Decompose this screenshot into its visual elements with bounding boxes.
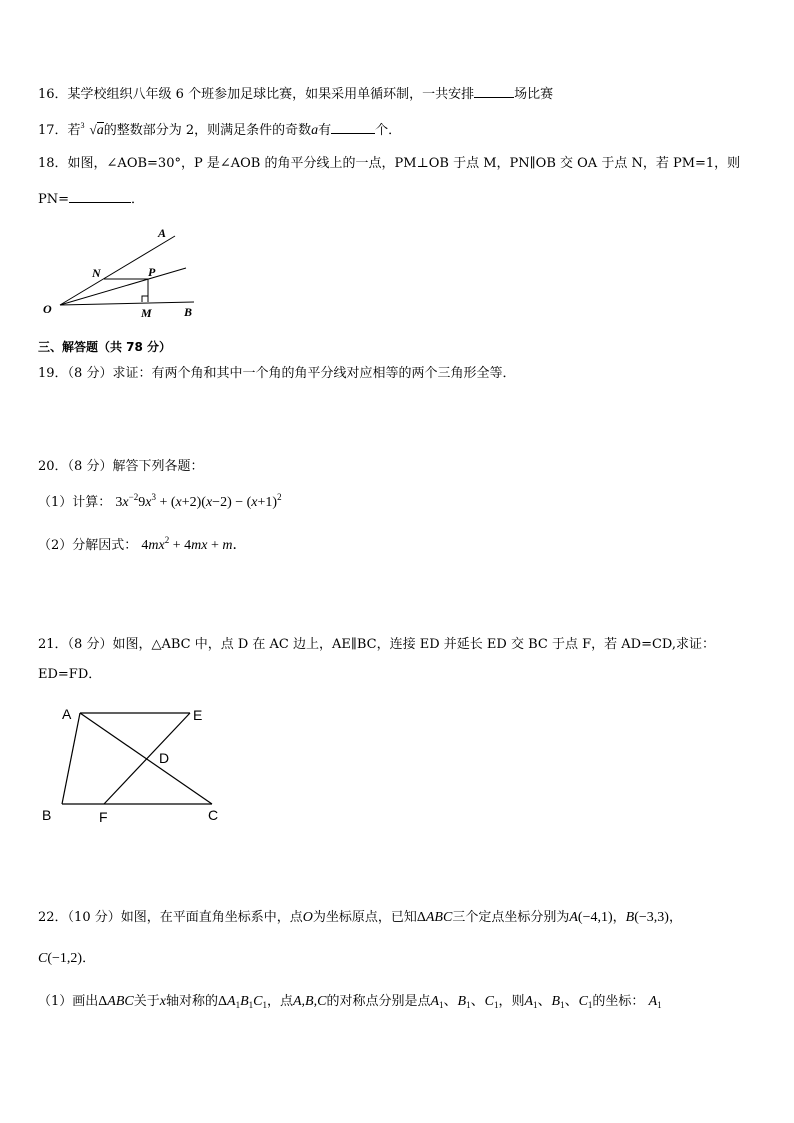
segment-ab [62, 713, 80, 804]
q20-part2-label: （2）分解因式： [38, 538, 138, 553]
label-f: F [99, 809, 108, 825]
q18-line1: 18．如图，∠AOB=30°，P 是∠AOB 的角平分线上的一点，PM⊥OB 于点 M，PN∥OB 交 OA 于点 N，若 PM=1，则 [38, 156, 741, 171]
label-o: O [43, 302, 52, 316]
q17-var: a [311, 123, 319, 138]
triangle-a1b1c1: $\Delta A_1B_1C_1$ [218, 994, 267, 1010]
question-22: 22．（10 分）如图，在平面直角坐标系中，点O为坐标原点，已知ΔABC三个定点坐标分别为A(−4,1)，B(−3,3)， [38, 910, 682, 925]
question-22-line2: C(−1,2)． [38, 951, 96, 966]
label-b: B [42, 807, 52, 823]
radicand: a [96, 123, 104, 138]
q22-part1-e: 的对称点分别是点 [326, 994, 431, 1009]
points-abc: A,B,C [293, 994, 327, 1009]
question-22-part1 [38, 993, 662, 1011]
q17-text: 17．若 [38, 123, 81, 138]
q19-text: 19．（8 分）求证：有两个角和其中一个角的角平分线对应相等的两个三角形全等． [38, 366, 516, 381]
q20-text: 20．（8 分）解答下列各题： [38, 459, 204, 474]
label-a: A [158, 226, 167, 240]
segment-ef [104, 713, 190, 804]
label-c: C [208, 807, 219, 823]
label-n: N [92, 266, 101, 280]
q20-part2-expr: $4mx^2 + 4mx + m$． [141, 535, 247, 553]
q22-part1-d: ，点 [266, 994, 293, 1009]
label-b: B [184, 305, 193, 319]
label-a: A [62, 706, 72, 722]
q16-suffix: 场比赛 [514, 87, 554, 102]
label-e: E [193, 707, 203, 723]
label-m: M [141, 306, 152, 320]
x-axis-var: x [159, 994, 166, 1009]
q20-part1-expr: $3x^{-2}9x^3 + (x+2)(x-2) - (x+1)^2$ [115, 492, 282, 510]
triangle-abc-ref: ΔABC [98, 994, 134, 1009]
q22-text-b: 为坐标原点，已知 [312, 910, 417, 925]
q22-text-c: 三个定点坐标分别为 [452, 910, 570, 925]
point-c: C(−1,2) [38, 951, 83, 966]
origin-o: O [302, 910, 313, 925]
q22-part1-f: ，则 [498, 994, 525, 1009]
q21-line2: ED=FD． [38, 667, 102, 682]
segment-ac [80, 713, 212, 804]
point-a: A(−4,1) [569, 910, 613, 925]
root-index: 3 [80, 121, 85, 130]
triangle-abc: ΔABC [416, 910, 453, 925]
q17-text-c: 有 [318, 123, 332, 138]
label-p: P [148, 265, 156, 279]
q21-line1: 21．（8 分）如图，△ABC 中，点 D 在 AC 边上，AE∥BC，连接 ED 并延长 ED 交 BC 于点 F，若 AD=CD,求证： [38, 637, 716, 652]
point-b: B(−3,3) [625, 910, 669, 925]
q18-pn: PN= [38, 192, 70, 207]
q22-part1-g: 的坐标： [592, 994, 645, 1009]
q18-suffix: ． [131, 192, 145, 207]
cube-root: 3 √a [81, 121, 104, 140]
section-title: 三、解答题（共 78 分） [38, 340, 172, 354]
q16-text: 16．某学校组织八年级 6 个班参加足球比赛，如果采用单循环制，一共安排 [38, 87, 475, 102]
label-d: D [159, 750, 170, 766]
q20-part1-label: （1）计算： [38, 495, 112, 510]
q17-text-b: 的整数部分为 2，则满足条件的奇数 [103, 123, 312, 138]
q22-text-a: 22．（10 分）如图，在平面直角坐标系中，点 [38, 910, 303, 925]
points-a1b1c1: $A_1$、$B_1$、$C_1$ [430, 994, 499, 1010]
point-a1: $A_1$ [648, 994, 662, 1010]
points-a1b1c1-b: $A_1$、$B_1$、$C_1$ [524, 994, 593, 1010]
q22-part1-b: 关于 [133, 994, 160, 1009]
q22-part1-c: 轴对称的 [165, 994, 218, 1009]
q22-part1-a: （1）画出 [38, 994, 99, 1009]
q17-text-d: 个． [375, 123, 402, 138]
